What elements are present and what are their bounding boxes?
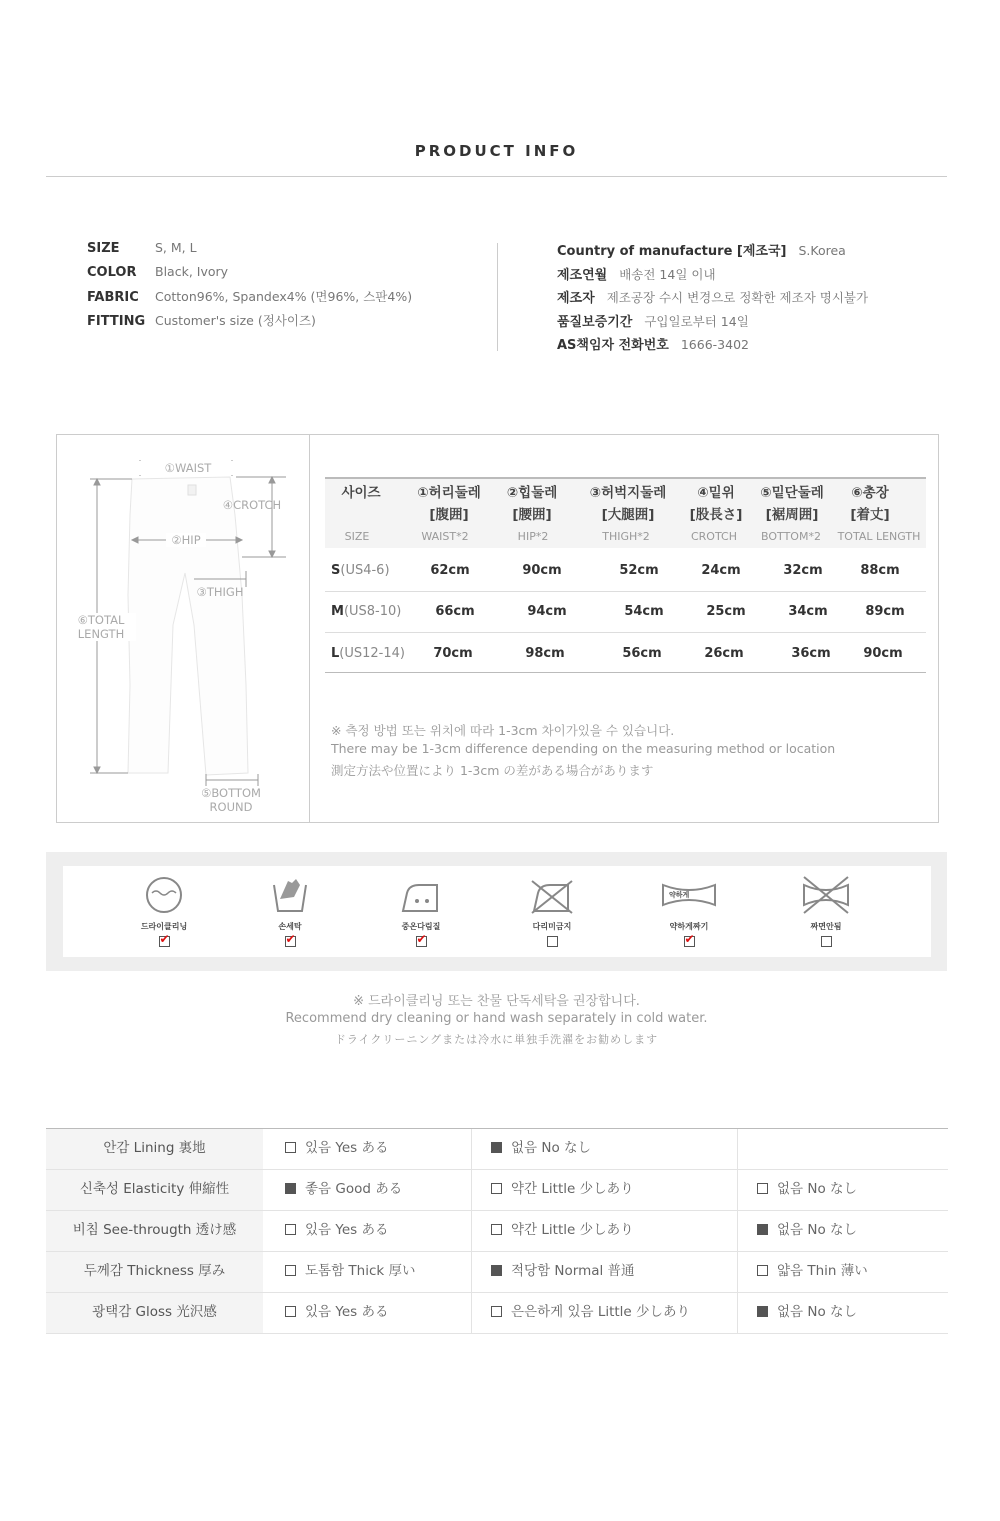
spec-key: 품질보증기간 bbox=[557, 314, 633, 330]
property-option: 없음 No なし bbox=[491, 1129, 591, 1169]
header-total-en: TOTAL LENGTH bbox=[837, 530, 921, 543]
spec-key: FABRIC bbox=[87, 290, 139, 305]
table-cell: 90cm bbox=[863, 646, 903, 661]
property-option: 은은하게 있음 Little 少しあり bbox=[491, 1293, 690, 1333]
property-table bbox=[46, 1128, 948, 1334]
header-thigh-en: THIGH*2 bbox=[602, 530, 650, 543]
care-label: 짜면안됨 bbox=[810, 922, 842, 931]
waist-label: ①WAIST bbox=[138, 461, 238, 475]
care-note-en: Recommend dry cleaning or hand wash separately in cold water. bbox=[285, 1011, 708, 1026]
column-divider bbox=[737, 1211, 738, 1251]
no-iron-icon bbox=[530, 875, 574, 915]
property-option: 없음 No なし bbox=[757, 1170, 857, 1210]
care-checkbox bbox=[285, 936, 296, 947]
spec-row-fitting bbox=[87, 311, 412, 335]
property-row-elasticity bbox=[46, 1170, 948, 1211]
table-cell: 66cm bbox=[435, 604, 475, 619]
header-crotch: ④밑위 bbox=[697, 485, 735, 501]
spec-key: SIZE bbox=[87, 241, 120, 256]
header-size: 사이즈 bbox=[341, 485, 381, 501]
header-waist-en: WAIST*2 bbox=[421, 530, 469, 543]
spec-row-fabric bbox=[87, 287, 412, 311]
spec-row-as-phone bbox=[557, 334, 868, 358]
header-thigh: ③허벅지둘레 bbox=[589, 485, 667, 501]
spec-row-country bbox=[557, 240, 868, 264]
spec-divider bbox=[497, 243, 498, 351]
spec-key: Country of manufacture [제조국] bbox=[557, 244, 787, 259]
header-bottom-en: BOTTOM*2 bbox=[761, 530, 821, 543]
property-option: 좋음 Good ある bbox=[285, 1170, 402, 1210]
property-option: 없음 No なし bbox=[757, 1211, 857, 1251]
table-cell: 98cm bbox=[525, 646, 565, 661]
size-chart-divider bbox=[309, 435, 310, 822]
row-divider bbox=[325, 591, 926, 592]
option-checkbox bbox=[757, 1265, 768, 1276]
option-checkbox bbox=[491, 1224, 502, 1235]
size-note-ko: ※ 측정 방법 또는 위치에 따라 1-3cm 차이가있을 수 있습니다. bbox=[331, 723, 675, 738]
column-divider bbox=[737, 1293, 738, 1333]
size-note-en: There may be 1-3cm difference depending on the measuring method or location bbox=[331, 741, 836, 756]
spec-value: S, M, L bbox=[155, 240, 197, 255]
table-cell: 25cm bbox=[706, 604, 746, 619]
header-crotch-cn: [股長さ] bbox=[689, 507, 743, 523]
care-note-ko: ※ 드라이클리닝 또는 찬물 단독세탁을 권장합니다. bbox=[353, 994, 640, 1009]
property-row-gloss bbox=[46, 1293, 948, 1334]
table-cell: 94cm bbox=[527, 604, 567, 619]
spec-key: COLOR bbox=[87, 264, 137, 280]
header-size-en: SIZE bbox=[344, 530, 370, 543]
table-cell: 89cm bbox=[865, 604, 905, 619]
option-checkbox bbox=[285, 1306, 296, 1317]
crotch-label: ④CROTCH bbox=[222, 498, 282, 512]
table-cell: 90cm bbox=[522, 563, 562, 578]
table-cell: 88cm bbox=[860, 563, 900, 578]
column-divider bbox=[471, 1170, 472, 1210]
spec-value: 배송전 14일 이내 bbox=[619, 266, 716, 282]
property-option: 있음 Yes ある bbox=[285, 1211, 388, 1251]
option-checkbox bbox=[491, 1142, 502, 1153]
option-checkbox bbox=[285, 1183, 296, 1194]
property-label: 광택감 Gloss 光沢感 bbox=[46, 1293, 263, 1333]
care-label: 약하게짜기 bbox=[669, 922, 709, 931]
column-divider bbox=[471, 1252, 472, 1292]
table-cell: 26cm bbox=[704, 646, 744, 661]
size-note-jp: 測定方法や位置により 1-3cm の差がある場合があります bbox=[331, 763, 654, 778]
care-label: 중온다림질 bbox=[401, 922, 441, 931]
header-waist: ①허리둘레 bbox=[417, 485, 481, 501]
spec-value: S.Korea bbox=[798, 243, 846, 258]
property-option: 있음 Yes ある bbox=[285, 1293, 388, 1333]
care-label: 드라이클리닝 bbox=[140, 922, 188, 931]
spec-list-right bbox=[557, 240, 868, 358]
care-checkbox bbox=[547, 936, 558, 947]
property-option: 도톰함 Thick 厚い bbox=[285, 1252, 416, 1292]
thigh-label: ③THIGH bbox=[196, 585, 244, 599]
care-checkbox bbox=[416, 936, 427, 947]
header-thigh-cn: [大腿囲] bbox=[601, 507, 655, 523]
header-hip-en: HIP*2 bbox=[517, 530, 549, 543]
property-label: 안감 Lining 裏地 bbox=[46, 1129, 263, 1169]
option-checkbox bbox=[757, 1224, 768, 1235]
spec-list-left bbox=[87, 240, 412, 334]
property-row-lining bbox=[46, 1129, 948, 1170]
spec-row-date bbox=[557, 264, 868, 288]
option-checkbox bbox=[285, 1224, 296, 1235]
care-checkbox bbox=[821, 936, 832, 947]
option-checkbox bbox=[757, 1306, 768, 1317]
header-total: ⑥총장 bbox=[851, 485, 889, 501]
header-crotch-en: CROTCH bbox=[690, 530, 737, 543]
property-option: 얇음 Thin 薄い bbox=[757, 1252, 868, 1292]
property-option: 약간 Little 少しあり bbox=[491, 1170, 634, 1210]
spec-value: 1666-3402 bbox=[680, 337, 749, 352]
option-checkbox bbox=[491, 1265, 502, 1276]
spec-row-warranty bbox=[557, 311, 868, 335]
property-row-thickness bbox=[46, 1252, 948, 1293]
hip-label: ②HIP bbox=[166, 533, 206, 547]
spec-value: 제조공장 수시 변경으로 정확한 제조자 명시불가 bbox=[606, 290, 869, 305]
spec-row-color bbox=[87, 264, 412, 288]
header-bottom-cn: [裾周囲] bbox=[765, 507, 819, 523]
table-cell: 54cm bbox=[624, 604, 664, 619]
care-item-no-wring bbox=[771, 875, 881, 951]
hand-wash-icon bbox=[270, 875, 310, 915]
column-divider bbox=[737, 1129, 738, 1169]
bottom-round-label-2: ROUND bbox=[209, 800, 253, 814]
option-checkbox bbox=[491, 1183, 502, 1194]
care-item-iron-medium bbox=[366, 875, 476, 951]
header-total-cn: [着丈] bbox=[850, 507, 890, 523]
bottom-round-label-1: ⑤BOTTOM bbox=[201, 786, 261, 800]
dry-clean-icon bbox=[144, 875, 184, 915]
spec-key: AS책임자 전화번호 bbox=[557, 338, 669, 353]
table-cell: 34cm bbox=[788, 604, 828, 619]
property-label: 신축성 Elasticity 伸縮性 bbox=[46, 1170, 263, 1210]
spec-value: 구입일로부터 14일 bbox=[644, 313, 749, 329]
total-length-label-1: ⑥TOTAL bbox=[66, 613, 136, 627]
row-label-m: M(US8-10) bbox=[331, 604, 402, 619]
header-waist-cn: [腹囲] bbox=[429, 507, 469, 523]
spec-row-maker bbox=[557, 287, 868, 311]
table-cell: 62cm bbox=[430, 563, 470, 578]
column-divider bbox=[471, 1211, 472, 1251]
row-label-s: S(US4-6) bbox=[331, 563, 390, 578]
column-divider bbox=[471, 1129, 472, 1169]
spec-key: 제조자 bbox=[557, 291, 595, 306]
table-cell: 56cm bbox=[622, 646, 662, 661]
pants-illustration bbox=[128, 477, 248, 775]
property-option: 적당함 Normal 普通 bbox=[491, 1252, 635, 1292]
gentle-wring-text: 약하게 bbox=[669, 891, 690, 899]
spec-row-size bbox=[87, 240, 412, 264]
page-title: PRODUCT INFO bbox=[414, 142, 579, 160]
row-divider bbox=[325, 632, 926, 633]
table-cell: 32cm bbox=[783, 563, 823, 578]
property-row-see-through bbox=[46, 1211, 948, 1252]
header-bottom: ⑤밑단둘레 bbox=[760, 485, 824, 501]
table-cell: 70cm bbox=[433, 646, 473, 661]
property-label: 두께감 Thickness 厚み bbox=[46, 1252, 263, 1292]
option-checkbox bbox=[285, 1142, 296, 1153]
table-cell: 52cm bbox=[619, 563, 659, 578]
option-checkbox bbox=[757, 1183, 768, 1194]
care-item-dry-clean bbox=[109, 875, 219, 951]
header-hip: ②힙둘레 bbox=[506, 485, 558, 501]
iron-medium-icon bbox=[399, 875, 443, 915]
header-hip-cn: [腰囲] bbox=[512, 507, 552, 523]
title-divider bbox=[46, 176, 947, 177]
column-divider bbox=[471, 1293, 472, 1333]
spec-key: 제조연월 bbox=[557, 267, 608, 283]
property-option: 약간 Little 少しあり bbox=[491, 1211, 634, 1251]
care-item-hand-wash bbox=[235, 875, 345, 951]
care-note-jp: ドライクリーニングまたは冷水に単独手洗濯をお勧めします bbox=[334, 1033, 659, 1046]
care-item-gentle-wring bbox=[634, 875, 744, 951]
column-divider bbox=[737, 1252, 738, 1292]
option-checkbox bbox=[491, 1306, 502, 1317]
total-length-label-2: LENGTH bbox=[66, 627, 136, 641]
care-label: 손세탁 bbox=[278, 922, 302, 931]
option-checkbox bbox=[285, 1265, 296, 1276]
care-checkbox bbox=[159, 936, 170, 947]
column-divider bbox=[737, 1170, 738, 1210]
care-checkbox bbox=[684, 936, 695, 947]
table-cell: 24cm bbox=[701, 563, 741, 578]
table-cell: 36cm bbox=[791, 646, 831, 661]
spec-value: Black, Ivory bbox=[155, 263, 229, 279]
no-wring-icon bbox=[802, 875, 850, 915]
spec-value: Customer's size (정사이즈) bbox=[155, 312, 316, 328]
spec-value: Cotton96%, Spandex4% (면96%, 스판4%) bbox=[155, 289, 413, 304]
property-option: 없음 No なし bbox=[757, 1293, 857, 1333]
care-label: 다리미금지 bbox=[532, 922, 572, 931]
row-label-l: L(US12-14) bbox=[331, 646, 405, 661]
spec-key: FITTING bbox=[87, 313, 146, 329]
property-option: 있음 Yes ある bbox=[285, 1129, 388, 1169]
size-table-bottom-border bbox=[325, 672, 926, 673]
property-label: 비침 See-througth 透け感 bbox=[46, 1211, 263, 1251]
care-item-no-iron bbox=[497, 875, 607, 951]
